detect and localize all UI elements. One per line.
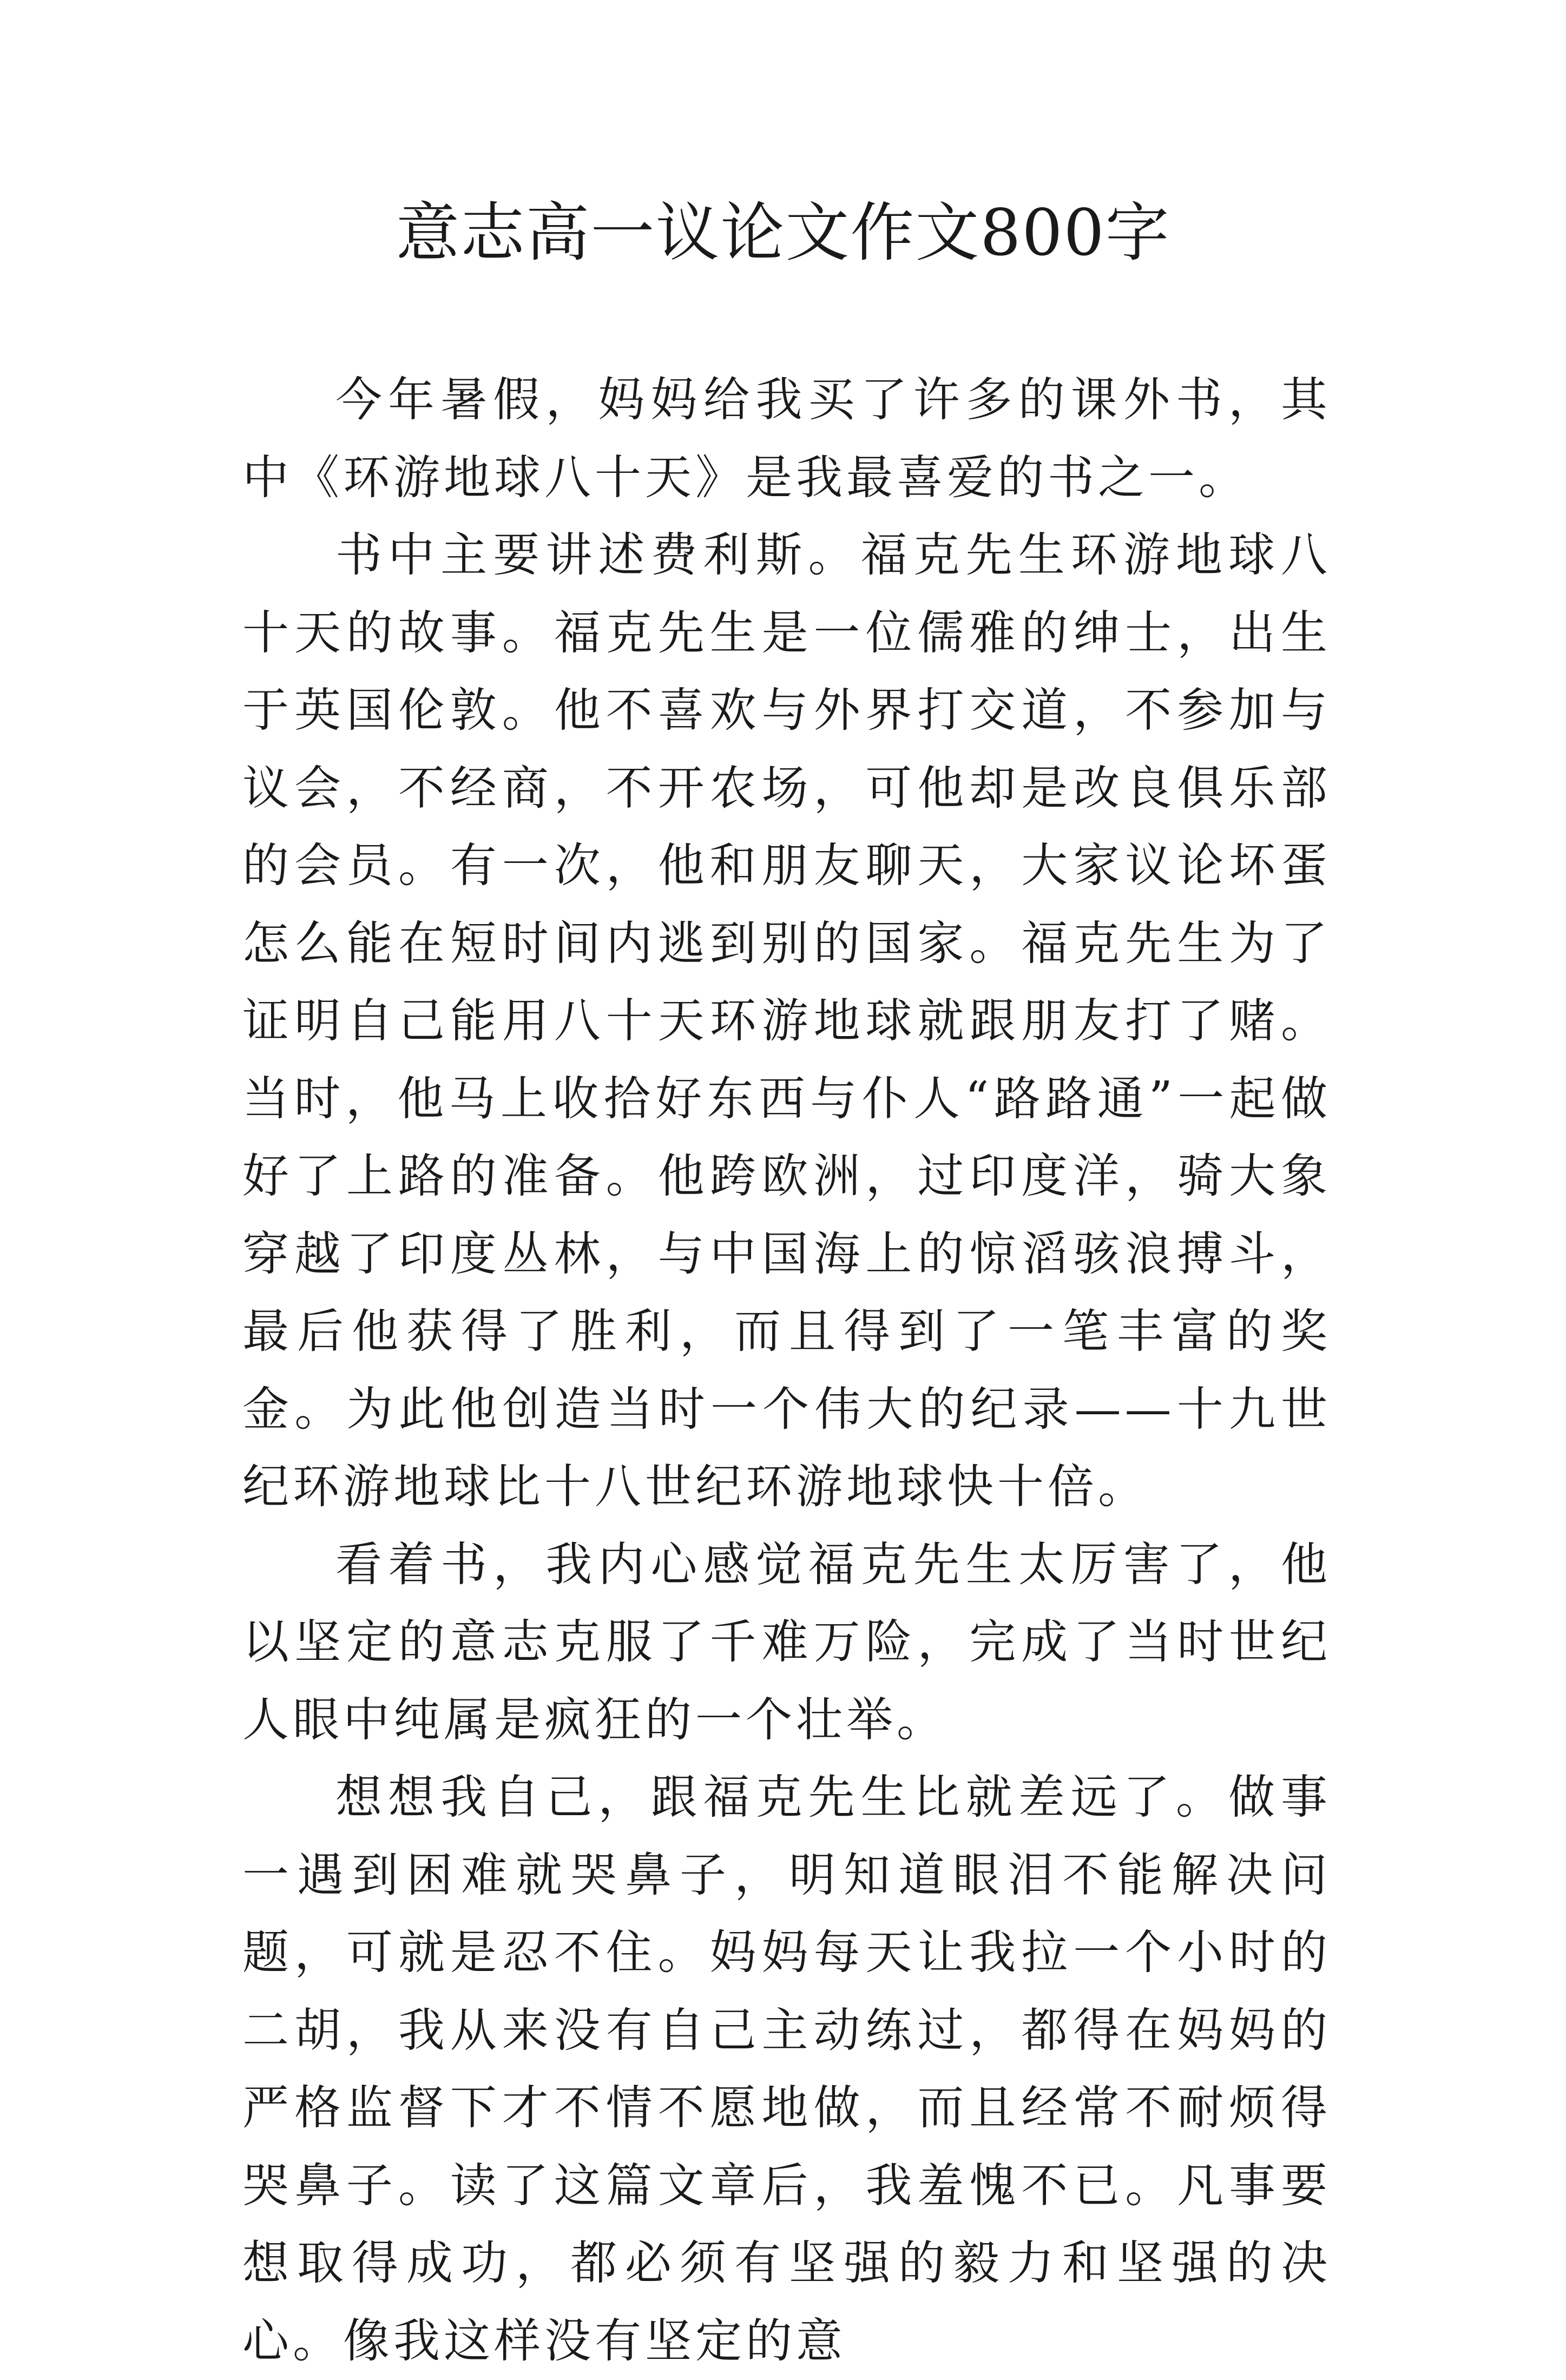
paragraph-4: 想想我自己，跟福克先生比就差远了。做事一遇到困难就哭鼻子，明知道眼泪不能解决问题，可就是忍不住。妈妈每天让我拉一个小时的二胡，我从来没有自己主动练过，都得在妈妈的严格监督下才不情不愿地做，而且经常不耐烦得哭鼻子。读了这篇文章后，我羞愧不已。凡事要想取得成功，都必须有坚强的毅力和坚强的决心。像我这样没有坚定的意	[242, 1770, 1331, 2368]
paragraph-2: 书中主要讲述费利斯。福克先生环游地球八十天的故事。福克先生是一位儒雅的绅士，出生于英国伦敦。他不喜欢与外界打交道，不参加与议会，不经商，不开农场，可他却是改良俱乐部的会员。有一次，他和朋友聊天，大家议论坏蛋怎么能在短时间内逃到别的国家。福克先生为了证明自己能用八十天环游地球就跟朋友打了赌。当时，他马上收拾好东西与仆人“路路通”一起做好了上路的准备。他跨欧洲，过印度洋，骑大象穿越了印度丛林，与中国海上的惊滔骇浪搏斗，最后他获得了胜利，而且得到了一笔丰富的奖金。为此他创造当时一个伟大的纪录——十九世纪环游地球比十八世纪环游地球快十倍。	[242, 528, 1331, 1514]
paragraph-3: 看着书，我内心感觉福克先生太厉害了，他以坚定的意志克服了千难万险，完成了当时世纪人眼中纯属是疯狂的一个壮举。	[242, 1537, 1331, 1747]
paragraph-1: 今年暑假，妈妈给我买了许多的课外书，其中《环游地球八十天》是我最喜爱的书之一。	[242, 373, 1331, 505]
document-body	[242, 361, 1331, 2380]
document-title: 意志高一议论文作文800字	[396, 195, 1170, 270]
